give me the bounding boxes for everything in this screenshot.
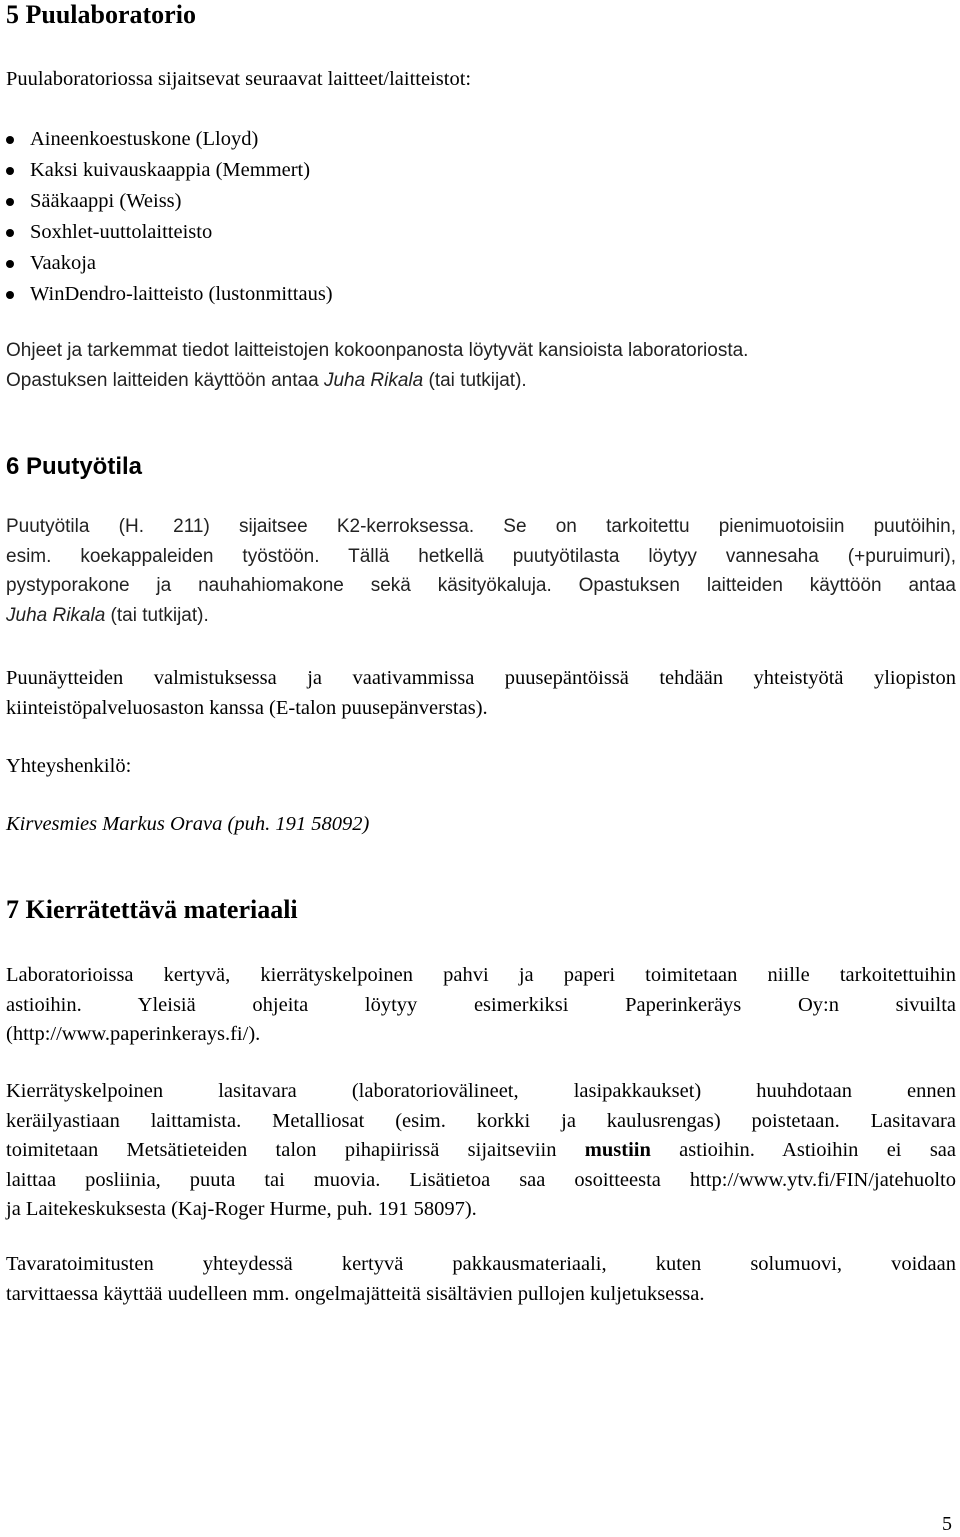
section-6-heading: 6 Puutyötila (6, 453, 143, 480)
bullet-icon (6, 229, 14, 237)
bullet-icon (6, 136, 14, 144)
bullet-icon (6, 198, 14, 206)
intro-text: Puulaboratoriossa sijaitsevat seuraavat laitteet/laitteistot: (6, 68, 472, 90)
section-5-heading: 5 Puulaboratorio (6, 0, 196, 29)
emphasis-black: mustiin (584, 1139, 651, 1161)
bullet-icon (6, 167, 14, 175)
list-item: Sääkaappi (Weiss) (6, 186, 333, 217)
page-number: 5 (942, 1513, 952, 1535)
section-7-paragraph-3: Tavaratoimitusten yhteydessä kertyvä pakkausmateriaali, kuten solumuovi, voidaan tarvittaessa käyttää uudelleen mm. ongelmajätteitä sisältävien pullojen kuljetuksessa. (6, 1253, 956, 1305)
list-item: Soxhlet-uuttolaitteisto (6, 217, 333, 248)
contact-label: Yhteyshenkilö: (6, 755, 132, 777)
person-name: Juha Rikala (323, 369, 424, 391)
list-item: Aineenkoestuskone (Lloyd) (6, 124, 333, 155)
bullet-icon (6, 291, 14, 299)
section-5-paragraph: Ohjeet ja tarkemmat tiedot laitteistojen kokoonpanosta löytyvät kansioista laboratoriosta. Opastuksen laitteiden käyttöön antaa Juha Rikala (tai tutkijat). (6, 340, 749, 391)
person-name: Juha Rikala (6, 604, 106, 626)
equipment-list (6, 124, 333, 310)
bullet-icon (6, 260, 14, 268)
section-7-paragraph-2: Kierrätyskelpoinen lasitavara (laboratoriovälineet, lasipakkaukset) huuhdotaan ennen keräilyastiaan laittamista. Metalliosat (esim. korkki ja kaulusrengas) poistetaan. Lasitavara toimitetaan Metsätieteiden talon pihapiirissä sijaitseviin mustiin astioihin. Astioihin ei saa laittaa posliinia, puuta tai muovia. Lisätietoa saa osoitteesta http://www.ytv.fi/FIN/jatehuolto ja Laitekeskuksesta (Kaj-Roger Hurme, puh. 191 58097). (6, 1080, 956, 1220)
section-6-paragraph-1: Puutyötila (H. 211) sijaitsee K2-kerroksessa. Se on tarkoitettu pienimuotoisiin puutöihin, esim. koekappaleiden työstöön. Tällä hetkellä puutyötilasta löytyy vannesaha (+puruimuri), pystyporakone ja nauhahiomakone sekä käsityökaluja. Opastuksen laitteiden käyttöön antaa Juha Rikala (tai tutkijat). (6, 516, 956, 626)
list-item: WinDendro-laitteisto (lustonmittaus) (6, 279, 333, 310)
section-7-paragraph-1: Laboratorioissa kertyvä, kierrätyskelpoinen pahvi ja paperi toimitetaan niille tarkoitettuihin astioihin. Yleisiä ohjeita löytyy esimerkiksi Paperinkeräys Oy:n sivuilta (http://www.paperinkerays.fi/). (6, 964, 956, 1045)
section-7-heading: 7 Kierrätettävä materiaali (6, 895, 298, 924)
section-6-paragraph-2: Puunäytteiden valmistuksessa ja vaativammissa puusepäntöissä tehdään yhteistyötä yliopiston kiinteistöpalveluosaston kanssa (E-talon puusepänverstas). (6, 667, 956, 719)
list-item: Kaksi kuivauskaappia (Memmert) (6, 155, 333, 186)
list-item: Vaakoja (6, 248, 333, 279)
contact-person: Kirvesmies Markus Orava (puh. 191 58092) (6, 813, 370, 835)
section-5-intro (6, 65, 956, 95)
